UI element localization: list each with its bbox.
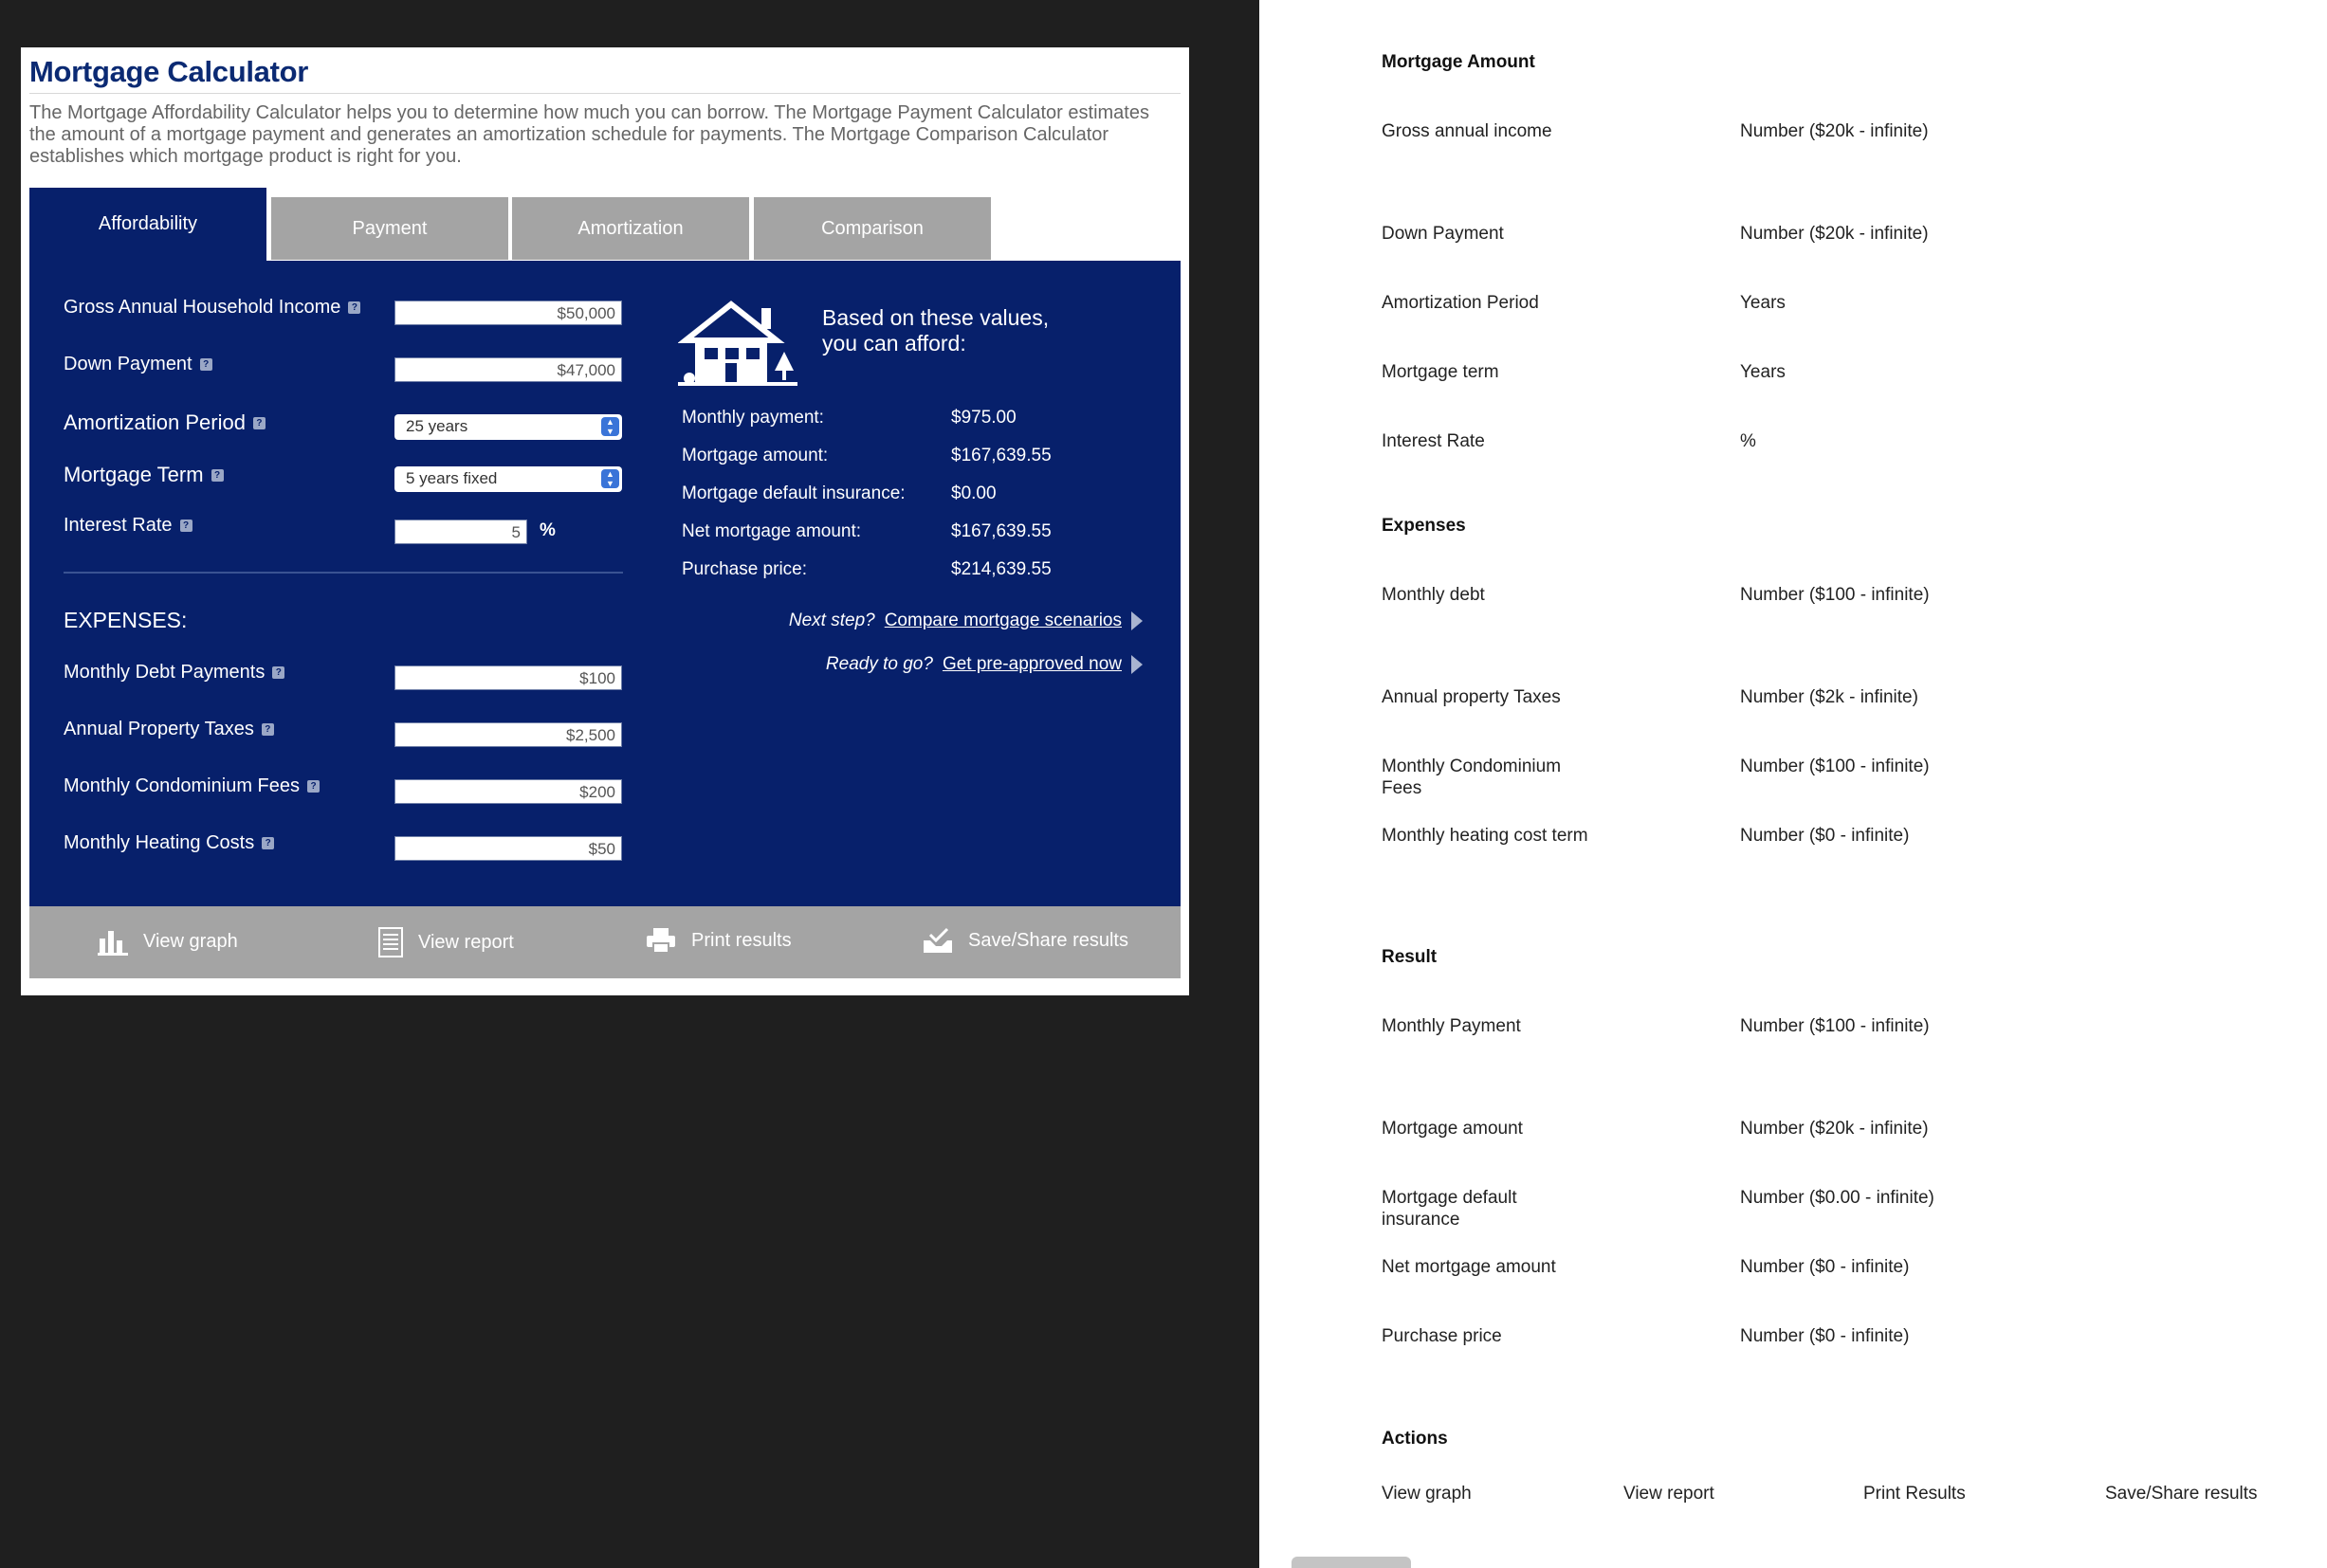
spec-value: Number ($0 - infinite) (1740, 1257, 1910, 1277)
action-bar (29, 906, 1181, 978)
help-icon[interactable]: ? (348, 301, 360, 314)
condo-fees-label: Monthly Condominium Fees ? (64, 775, 320, 797)
spec-heading-mortgage-amount: Mortgage Amount (1382, 52, 1535, 72)
view-report-button[interactable]: View report (378, 927, 514, 957)
select-arrows-icon: ▲ ▼ (601, 469, 619, 488)
mortgage-term-select[interactable]: 5 years fixed ▲ ▼ (394, 466, 622, 492)
affordability-panel (29, 261, 1181, 906)
spec-value: Years (1740, 293, 1786, 313)
spec-heading-actions: Actions (1382, 1429, 1448, 1449)
tab-payment[interactable]: Payment (271, 197, 508, 260)
spec-key: Net mortgage amount (1382, 1257, 1556, 1277)
afford-intro: Based on these values, you can afford: (822, 305, 1050, 356)
help-icon[interactable]: ? (180, 520, 192, 532)
result-label: Mortgage amount: (682, 446, 829, 465)
next-step-line: Next step? Compare mortgage scenarios (789, 611, 1143, 631)
spec-key: Interest Rate (1382, 431, 1485, 451)
scrollbar-thumb[interactable] (1292, 1557, 1411, 1568)
result-value: $0.00 (951, 483, 997, 503)
spec-action-print-results[interactable]: Print Results (1863, 1484, 1966, 1504)
amortization-label: Amortization Period ? (64, 410, 266, 435)
monthly-debt-input[interactable] (394, 665, 622, 690)
tab-amortization[interactable]: Amortization (512, 197, 749, 260)
monthly-debt-label: Monthly Debt Payments ? (64, 662, 284, 684)
spec-value: Number ($20k - infinite) (1740, 121, 1929, 141)
down-payment-label: Down Payment ? (64, 354, 212, 375)
spec-heading-result: Result (1382, 947, 1438, 967)
gross-income-label: Gross Annual Household Income ? (64, 297, 360, 319)
save-share-button[interactable]: Save/Share results (923, 927, 1128, 954)
spec-heading-expenses: Expenses (1382, 516, 1466, 536)
spec-key: Mortgage term (1382, 362, 1499, 382)
interest-rate-input[interactable] (394, 520, 527, 544)
result-label: Purchase price: (682, 559, 808, 579)
interest-rate-label: Interest Rate ? (64, 515, 192, 537)
result-value: $167,639.55 (951, 521, 1052, 541)
help-icon[interactable]: ? (211, 469, 224, 482)
printer-icon (646, 927, 676, 954)
expenses-heading: EXPENSES: (64, 608, 188, 632)
tab-comparison[interactable]: Comparison (754, 197, 991, 260)
pre-approved-link[interactable]: Get pre-approved now (942, 654, 1122, 674)
spec-key: Purchase price (1382, 1326, 1502, 1346)
spec-value: Number ($0 - infinite) (1740, 1326, 1910, 1346)
tab-affordability[interactable]: Affordability (29, 188, 266, 261)
spec-value: Number ($20k - infinite) (1740, 224, 1929, 244)
amortization-select[interactable]: 25 years ▲ ▼ (394, 414, 622, 440)
result-label: Net mortgage amount: (682, 521, 862, 541)
spec-key: Monthly debt (1382, 585, 1485, 605)
spec-action-view-graph[interactable]: View graph (1382, 1484, 1472, 1504)
spec-key: Mortgage default insurance (1382, 1188, 1517, 1230)
bar-chart-icon (98, 927, 128, 956)
property-taxes-label: Annual Property Taxes ? (64, 719, 274, 740)
spec-key: Gross annual income (1382, 121, 1552, 141)
spec-key: Annual property Taxes (1382, 687, 1561, 707)
spec-value: Number ($20k - infinite) (1740, 1119, 1929, 1139)
field-spec-panel (1259, 0, 2327, 1568)
spec-key: Monthly Condominium Fees (1382, 757, 1562, 798)
spec-action-save-share[interactable]: Save/Share results (2105, 1484, 2258, 1504)
spec-value: Years (1740, 362, 1786, 382)
result-value: $214,639.55 (951, 559, 1052, 579)
spec-key: Amortization Period (1382, 293, 1539, 313)
heating-costs-input[interactable] (394, 836, 622, 861)
help-icon[interactable]: ? (262, 837, 274, 849)
ready-line: Ready to go? Get pre-approved now (826, 654, 1143, 675)
report-icon (378, 927, 403, 957)
calculator-description: The Mortgage Affordability Calculator helps you to determine how much you can borrow. The Mortgage Payment Calculator estimates the amount of a mortgage payment and generates an amortization schedule for payments. The Mortgage Comparison Calculator establishes which mortgage product is right for you. (29, 102, 1149, 167)
down-payment-input[interactable] (394, 357, 622, 382)
help-icon[interactable]: ? (200, 358, 212, 371)
help-icon[interactable]: ? (272, 666, 284, 679)
gross-income-input[interactable] (394, 301, 622, 325)
spec-value: % (1740, 431, 1756, 451)
spec-key: Monthly Payment (1382, 1016, 1521, 1036)
spec-key: Monthly heating cost term (1382, 826, 1588, 846)
help-icon[interactable]: ? (253, 417, 266, 429)
house-icon (678, 299, 797, 388)
spec-value: Number ($0 - infinite) (1740, 826, 1910, 846)
percent-unit: % (540, 520, 556, 540)
spec-action-view-report[interactable]: View report (1623, 1484, 1714, 1504)
property-taxes-input[interactable] (394, 722, 622, 747)
result-label: Mortgage default insurance: (682, 483, 906, 503)
spec-key: Mortgage amount (1382, 1119, 1523, 1139)
arrow-right-icon[interactable] (1131, 655, 1143, 674)
spec-value: Number ($100 - infinite) (1740, 1016, 1930, 1036)
title-divider (29, 93, 1181, 94)
result-label: Monthly payment: (682, 408, 824, 428)
help-icon[interactable]: ? (307, 780, 320, 793)
compare-scenarios-link[interactable]: Compare mortgage scenarios (884, 611, 1122, 630)
arrow-right-icon[interactable] (1131, 611, 1143, 630)
spec-value: Number ($2k - infinite) (1740, 687, 1918, 707)
result-value: $975.00 (951, 408, 1017, 428)
page-title: Mortgage Calculator (29, 55, 309, 88)
section-divider (64, 572, 623, 574)
spec-value: Number ($0.00 - infinite) (1740, 1188, 1934, 1208)
heating-costs-label: Monthly Heating Costs ? (64, 832, 274, 854)
spec-key: Down Payment (1382, 224, 1504, 244)
mortgage-term-label: Mortgage Term ? (64, 463, 224, 487)
spec-value: Number ($100 - infinite) (1740, 585, 1930, 605)
result-value: $167,639.55 (951, 446, 1052, 465)
mortgage-calculator (21, 47, 1189, 995)
spec-value: Number ($100 - infinite) (1740, 757, 1930, 776)
save-share-icon (923, 927, 953, 954)
condo-fees-input[interactable] (394, 779, 622, 804)
help-icon[interactable]: ? (262, 723, 274, 736)
print-results-button[interactable]: Print results (646, 927, 792, 954)
view-graph-button[interactable]: View graph (98, 927, 238, 956)
select-arrows-icon: ▲ ▼ (601, 417, 619, 436)
